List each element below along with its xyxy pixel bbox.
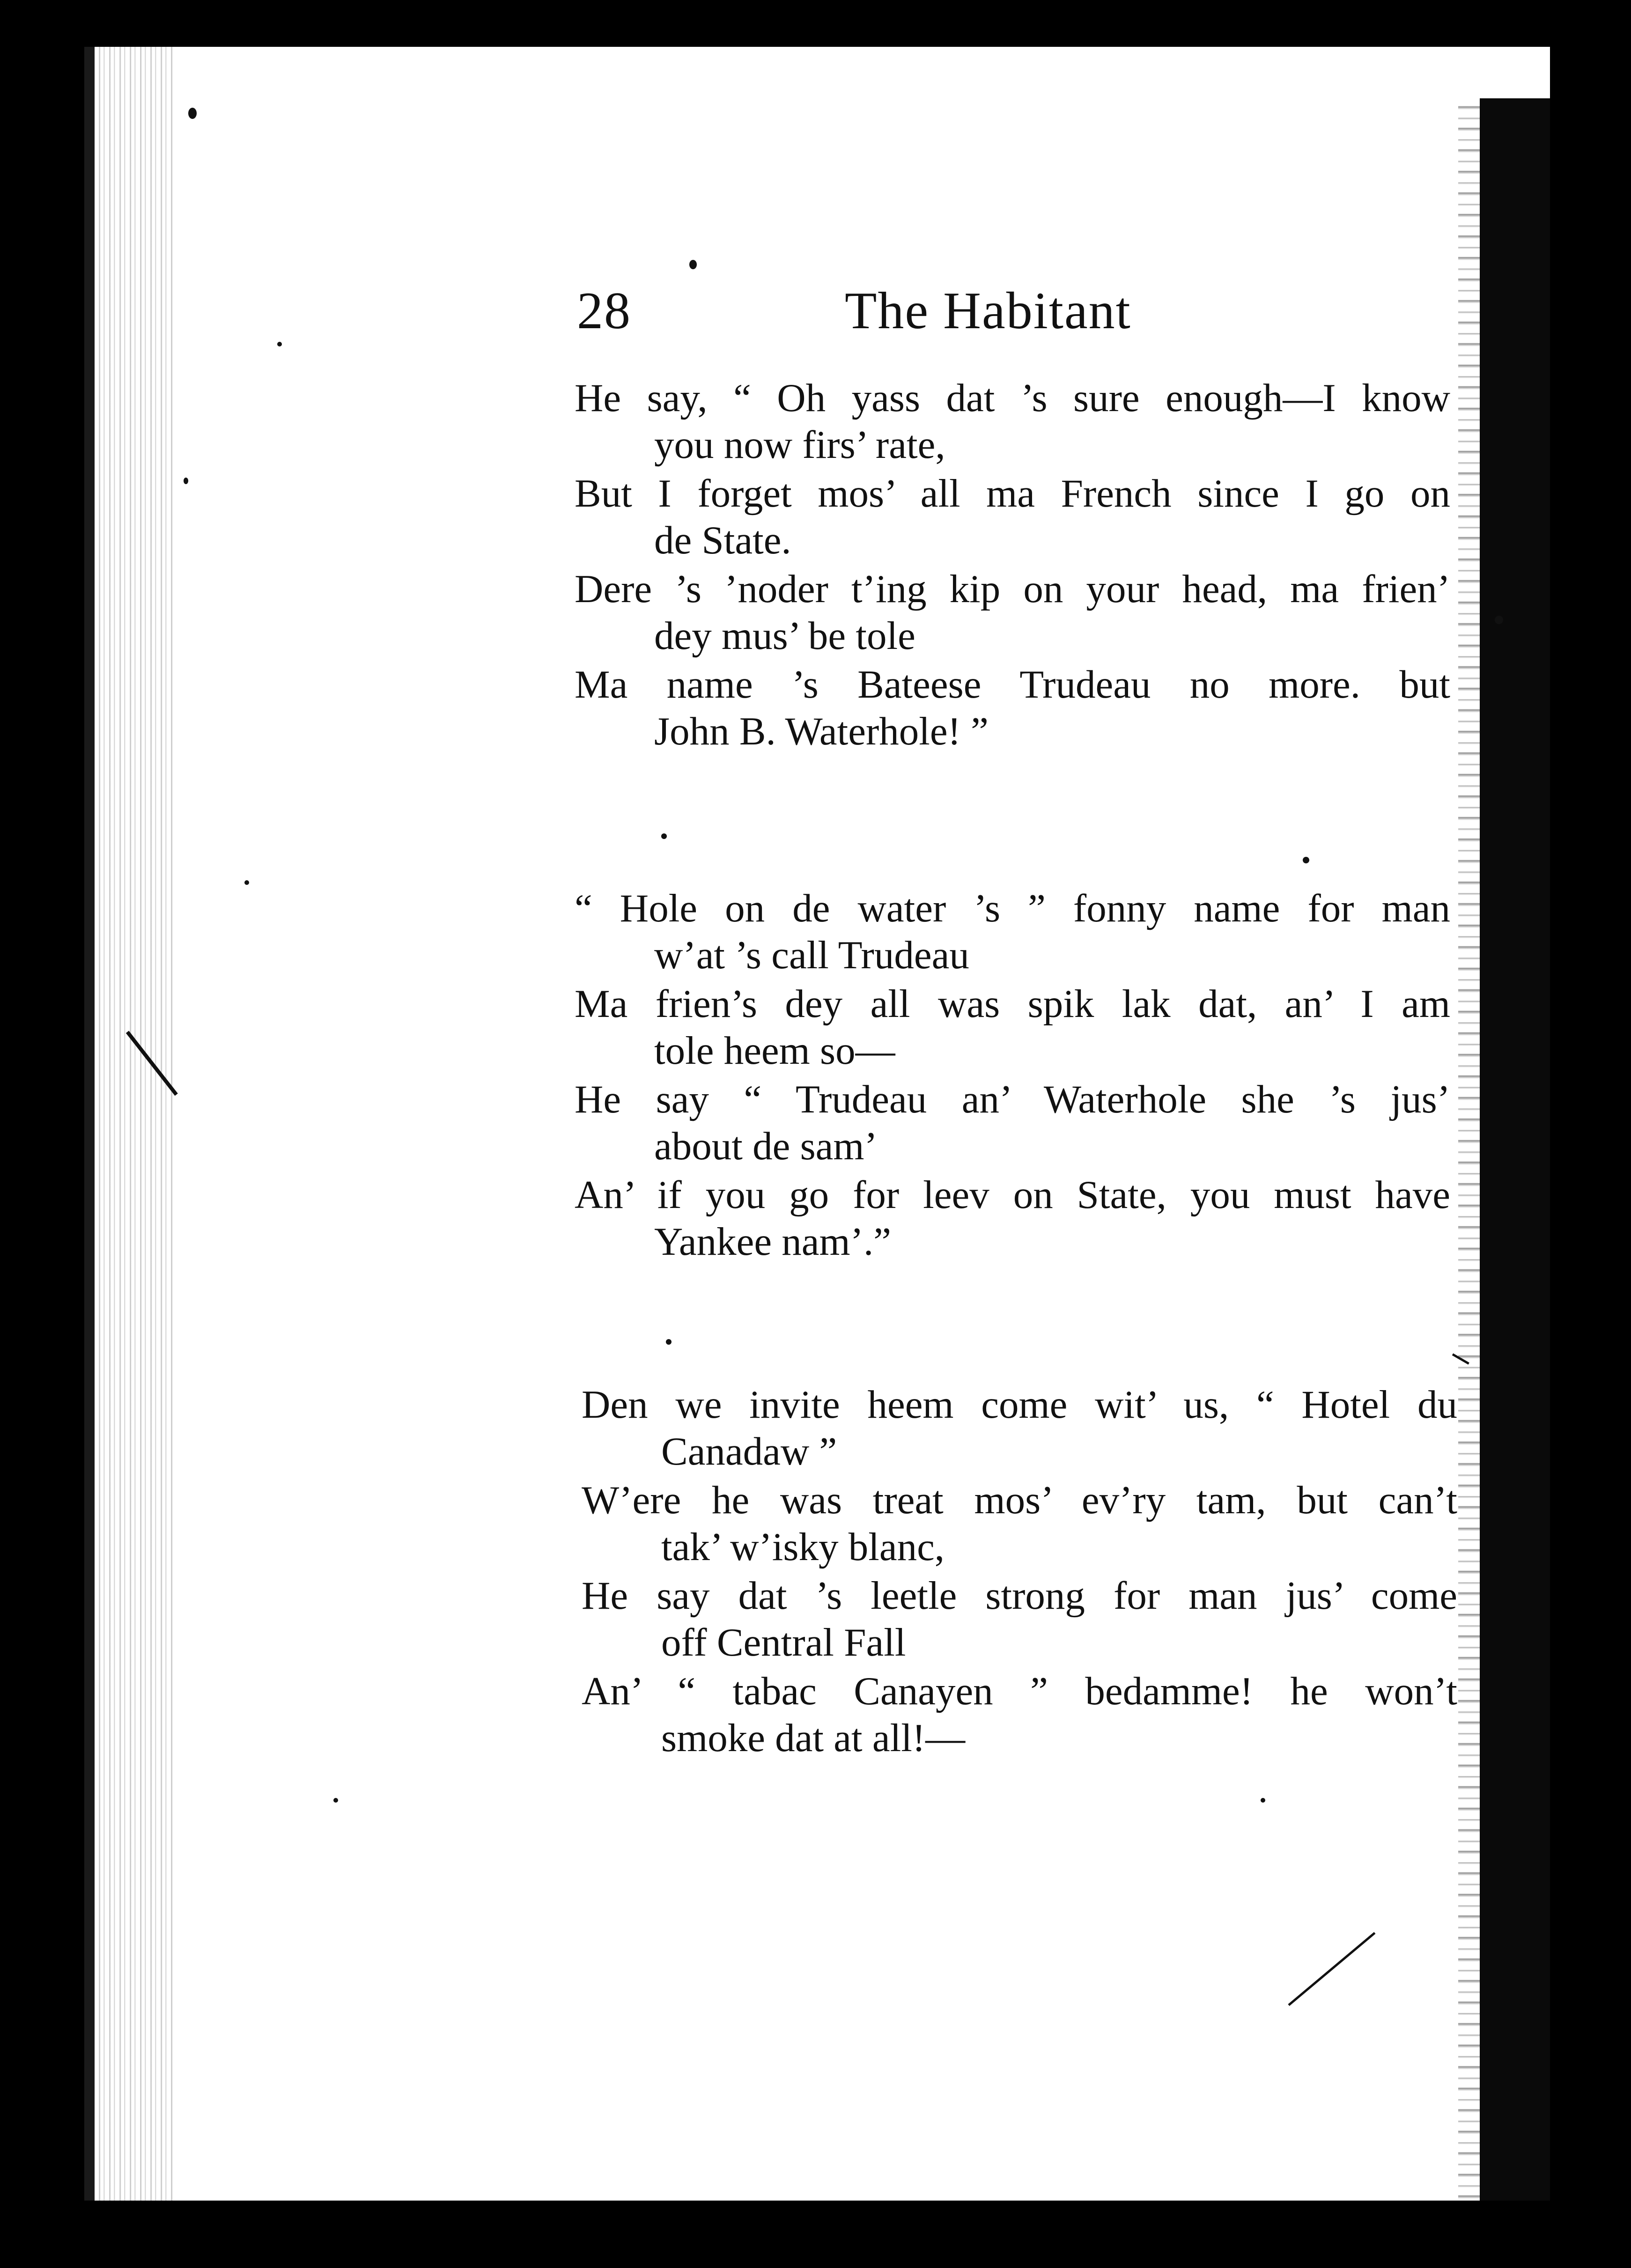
verse-line-first: He say, “ Oh yass dat ’s sure enough—I know: [575, 376, 1450, 420]
verse-line-first: He say “ Trudeau an’ Waterhole she ’s jus’: [575, 1077, 1450, 1121]
scan-speck: [188, 108, 197, 119]
verse-line-continuation: w’at ’s call Trudeau: [654, 933, 969, 977]
verse-line-continuation: tak’ w’isky blanc,: [661, 1525, 945, 1569]
scan-mark: [1288, 1932, 1375, 2006]
book-page: [84, 47, 1550, 2201]
page-right-shadow: [1480, 98, 1550, 2201]
verse-line-first: “ Hole on de water ’s ” fonny name for man: [575, 886, 1450, 930]
verse-line-continuation: dey mus’ be tole: [654, 614, 915, 658]
scan-speck: [1261, 1798, 1265, 1803]
verse-line-first: An’ “ tabac Canayen ” bedamme! he won’t: [582, 1669, 1457, 1713]
verse-line: [575, 566, 1450, 659]
verse-line: [575, 375, 1450, 468]
scan-speck: [1303, 857, 1309, 863]
scan-speck: [661, 833, 667, 839]
verse-line-continuation: tole heem so—: [654, 1029, 895, 1073]
verse-line-continuation: smoke dat at all!—: [661, 1716, 966, 1760]
verse-line-continuation: John B. Waterhole! ”: [654, 709, 989, 753]
verse-line: [582, 1668, 1457, 1761]
verse-line-continuation: de State.: [654, 518, 791, 562]
verse-line-first: He say dat ’s leetle strong for man jus’ come: [582, 1574, 1457, 1618]
scan-speck: [333, 1798, 338, 1803]
scan-speck: [666, 1339, 672, 1345]
scan-speck: [277, 342, 282, 346]
verse-line-continuation: Yankee nam’.”: [654, 1220, 891, 1264]
verse-line-continuation: you now firs’ rate,: [654, 423, 945, 467]
verse-line: [575, 470, 1450, 564]
verse-line-continuation: off Central Fall: [661, 1620, 906, 1664]
verse-line: [582, 1477, 1457, 1570]
verse-line: [575, 980, 1450, 1074]
verse-line: [575, 885, 1450, 979]
verse-line: [575, 1171, 1450, 1265]
scan-speck: [1495, 616, 1503, 624]
verse-line: [582, 1381, 1457, 1475]
verse-line-first: Dere ’s ’noder t’ing kip on your head, ma frien’: [575, 567, 1450, 611]
verse-line-first: Ma frien’s dey all was spik lak dat, an’ I am: [575, 982, 1450, 1026]
verse-line-continuation: Canadaw ”: [661, 1429, 837, 1473]
verse-line-first: An’ if you go for leev on State, you must have: [575, 1173, 1450, 1217]
verse-line-continuation: about de sam’: [654, 1124, 878, 1168]
verse-line: [575, 1076, 1450, 1170]
verse-line-first: Den we invite heem come wit’ us, “ Hotel du: [582, 1383, 1457, 1427]
page-binding-edge: [95, 47, 174, 2201]
stanza-2: [575, 885, 1450, 1267]
stanza-1: [575, 375, 1450, 757]
scan-speck: [689, 260, 697, 269]
scan-speck: [244, 880, 249, 885]
verse-line-first: But I forget mos’ all ma French since I go on: [575, 471, 1450, 515]
verse-line-first: W’ere he was treat mos’ ev’ry tam, but can’t: [582, 1478, 1457, 1522]
verse-line: [582, 1572, 1457, 1666]
scan-speck: [184, 478, 188, 484]
page-number: 28: [577, 282, 631, 340]
verse-line: [575, 661, 1450, 755]
verse-line-first: Ma name ’s Bateese Trudeau no more. but: [575, 663, 1450, 707]
running-title: The Habitant: [845, 282, 1131, 340]
stanza-3: [582, 1381, 1457, 1763]
